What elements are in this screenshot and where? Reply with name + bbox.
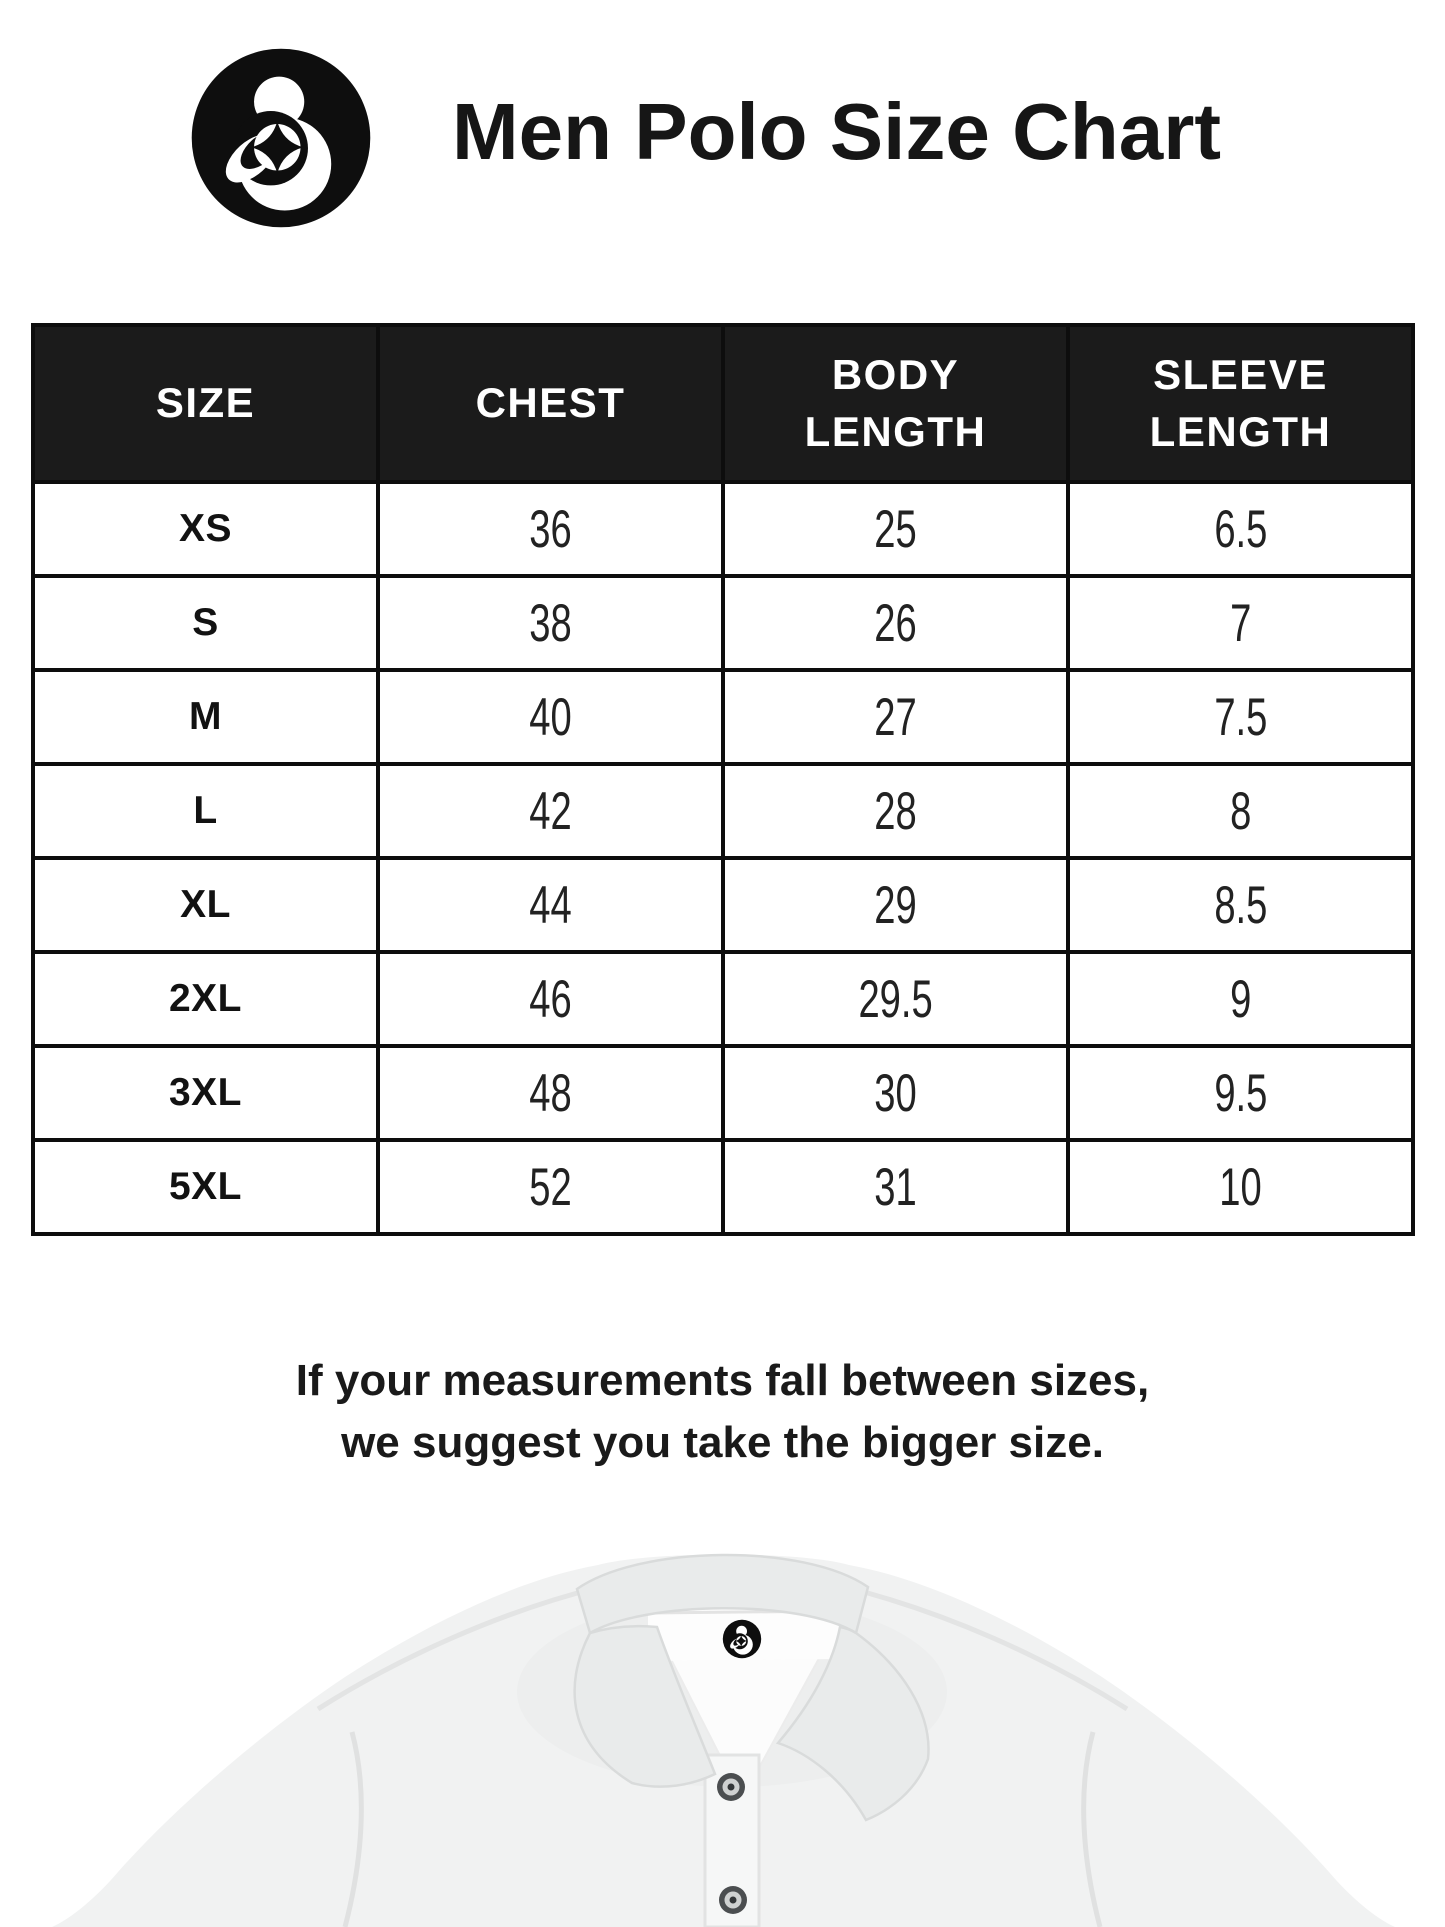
size-label: M [33,670,378,764]
sizing-note [0,1350,1445,1475]
polo-shirt-photo [0,1527,1445,1927]
size-label: L [33,764,378,858]
table-row [33,1046,1413,1140]
button-top [717,1773,745,1801]
col-header-sleeve-length: SLEEVE LENGTH [1068,325,1413,482]
body-length-value: 30 [723,1046,1068,1140]
button-bottom [719,1886,747,1914]
table-header-row [33,325,1413,482]
sleeve-length-value: 8 [1068,764,1413,858]
sleeve-length-value: 9 [1068,952,1413,1046]
col-header-size: SIZE [33,325,378,482]
chest-value: 38 [378,576,723,670]
table-row [33,858,1413,952]
chest-value: 40 [378,670,723,764]
table-row [33,1140,1413,1234]
chest-value: 46 [378,952,723,1046]
size-label: XL [33,858,378,952]
brand-logo-icon [188,45,374,231]
sleeve-length-value: 6.5 [1068,482,1413,576]
table-row [33,952,1413,1046]
size-label: S [33,576,378,670]
col-header-chest: CHEST [378,325,723,482]
sleeve-length-value: 9.5 [1068,1046,1413,1140]
body-length-value: 29.5 [723,952,1068,1046]
body-length-value: 27 [723,670,1068,764]
table-row [33,576,1413,670]
sleeve-length-value: 7 [1068,576,1413,670]
body-length-value: 29 [723,858,1068,952]
chest-value: 42 [378,764,723,858]
chest-value: 48 [378,1046,723,1140]
sleeve-length-value: 7.5 [1068,670,1413,764]
size-label: 3XL [33,1046,378,1140]
table-row [33,764,1413,858]
chest-value: 44 [378,858,723,952]
size-label: XS [33,482,378,576]
sizing-note-line1: If your measurements fall between sizes, [295,1356,1150,1405]
col-header-body-length: BODY LENGTH [723,325,1068,482]
collar-logo-icon [723,1620,761,1658]
sleeve-length-value: 8.5 [1068,858,1413,952]
table-row [33,482,1413,576]
sizing-note-line2: we suggest you take the bigger size. [341,1418,1104,1468]
body-length-value: 28 [723,764,1068,858]
chest-value: 52 [378,1140,723,1234]
table-row [33,670,1413,764]
page-title: Men Polo Size Chart [452,87,1221,176]
size-table [31,323,1415,1236]
body-length-value: 25 [723,482,1068,576]
polo-shirt-illustration [0,1527,1445,1927]
chest-value: 36 [378,482,723,576]
body-length-value: 26 [723,576,1068,670]
body-length-value: 31 [723,1140,1068,1234]
size-label: 5XL [33,1140,378,1234]
sleeve-length-value: 10 [1068,1140,1413,1234]
size-label: 2XL [33,952,378,1046]
